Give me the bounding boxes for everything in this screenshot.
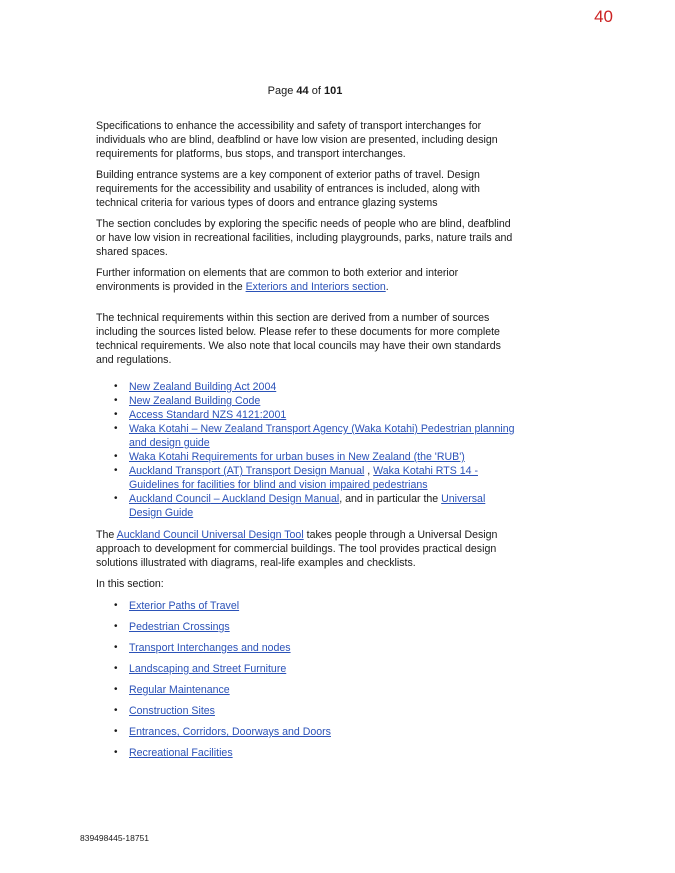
rts14-guidelines-link[interactable]: Waka Kotahi RTS 14 - Guidelines for facilities for blind and vision impaired pedestrians: [129, 465, 478, 491]
list-item: [129, 408, 516, 422]
entrances-doors-link[interactable]: Entrances, Corridors, Doorways and Doors: [129, 726, 331, 738]
regular-maintenance-link[interactable]: Regular Maintenance: [129, 684, 230, 696]
document-body: [96, 119, 516, 767]
source-connector-text: , and in particular the: [339, 493, 442, 505]
list-item: [129, 662, 516, 676]
at-design-manual-link[interactable]: Auckland Transport (AT) Transport Design Manual: [129, 465, 365, 477]
list-item: [129, 725, 516, 739]
design-tool-description: takes people through a Universal Design approach to development for commercial buildings. The tool provides practical design solutions illustrated with diagrams, real-life examples and checklists.: [96, 529, 498, 569]
list-item: [129, 450, 516, 464]
list-item: [129, 599, 516, 613]
list-item: [129, 746, 516, 760]
list-item: [129, 464, 516, 492]
access-standard-link[interactable]: Access Standard NZS 4121:2001: [129, 409, 287, 421]
total-pages: 101: [323, 85, 343, 97]
paragraph-design-tool: [96, 528, 516, 570]
paragraph-recreation: The section concludes by exploring the specific needs of people who are blind, deafblind or have low vision in recreational facilities, including playgrounds, parks, nature trails and shared spaces.: [96, 218, 513, 258]
in-this-section-heading: In this section:: [96, 578, 164, 590]
universal-design-tool-link[interactable]: Auckland Council Universal Design Tool: [116, 529, 304, 541]
auckland-design-manual-link[interactable]: – Auckland Design Manual: [210, 493, 340, 505]
list-item: [129, 620, 516, 634]
sources-list: [96, 380, 516, 520]
list-item: [129, 422, 516, 450]
building-act-link[interactable]: New Zealand Building Act 2004: [129, 381, 277, 393]
paragraph-entrances: Building entrance systems are a key component of exterior paths of travel. Design requirements for the accessibility and usability of entrances is included, along with technical criteria for various types of doors and entrance glazing systems: [96, 169, 480, 209]
paragraph-further-info: [96, 266, 516, 294]
waka-kotahi-link[interactable]: Waka Kotahi: [129, 423, 189, 435]
source-separator: ,: [364, 465, 374, 477]
list-item: [129, 683, 516, 697]
urban-buses-requirements-link[interactable]: Waka Kotahi Requirements for urban buses in New Zealand (the 'RUB'): [129, 451, 465, 463]
paragraph-technical-requirements: The technical requirements within this section are derived from a number of sources including the sources listed below. Please refer to these documents for more complete technical requirements. We also note that local councils may have their own standards and regulations.: [96, 312, 501, 366]
design-tool-intro: The: [96, 529, 117, 541]
list-item: [129, 641, 516, 655]
list-item: [129, 704, 516, 718]
exterior-paths-link[interactable]: Exterior Paths of Travel: [129, 600, 240, 612]
document-id: 839498445-18751: [80, 833, 150, 843]
current-page: 44: [296, 85, 309, 97]
pedestrian-planning-guide-link[interactable]: – New Zealand Transport Agency (Waka Kotahi) Pedestrian planning and design guide: [129, 423, 515, 449]
page-header: [0, 85, 610, 97]
section-links-list: [96, 599, 516, 760]
landscaping-link[interactable]: Landscaping and Street Furniture: [129, 663, 287, 675]
pedestrian-crossings-link[interactable]: Pedestrian Crossings: [129, 621, 230, 633]
corner-page-number: 40: [594, 7, 613, 26]
construction-sites-link[interactable]: Construction Sites: [129, 705, 215, 717]
page-label: Page: [267, 85, 294, 97]
building-code-link[interactable]: New Zealand Building Code: [129, 395, 261, 407]
recreational-facilities-link[interactable]: Recreational Facilities: [129, 747, 233, 759]
list-item: [129, 492, 516, 520]
further-info-text: Further information on elements that are common to both exterior and interior environments is provided in the: [96, 267, 459, 293]
exteriors-interiors-link[interactable]: Exteriors and Interiors section: [245, 281, 386, 293]
paragraph-transport: Specifications to enhance the accessibility and safety of transport interchanges for individuals who are blind, deafblind or have low vision are presented, including design requirements for platforms, bus stops, and transport interchanges.: [96, 120, 498, 160]
list-item: [129, 380, 516, 394]
further-info-end: .: [385, 281, 389, 293]
transport-interchanges-link[interactable]: Transport Interchanges and nodes: [129, 642, 291, 654]
auckland-council-link[interactable]: Auckland Council: [129, 493, 211, 505]
universal-design-guide-link[interactable]: Universal Design Guide: [129, 493, 486, 519]
list-item: [129, 394, 516, 408]
page-of: of: [311, 85, 321, 97]
